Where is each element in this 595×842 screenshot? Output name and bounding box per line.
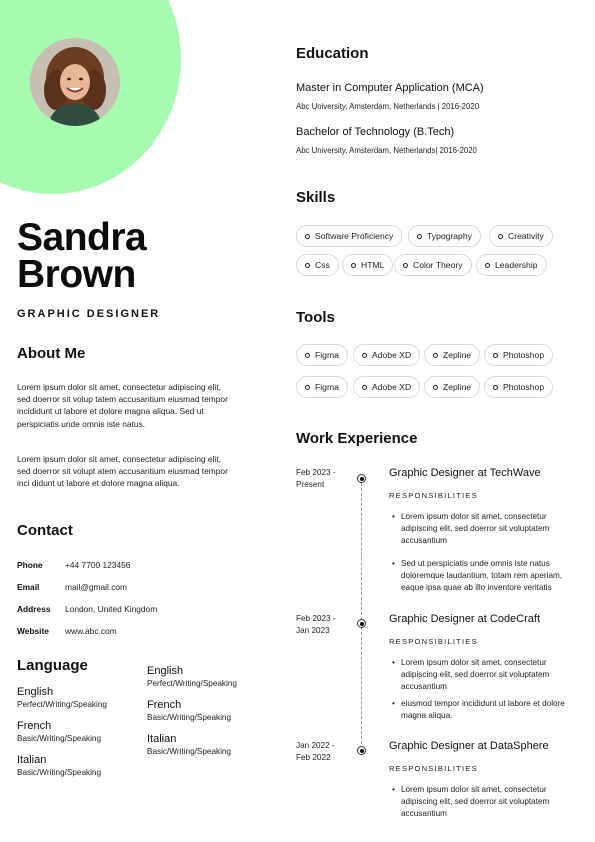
timeline-node-icon [357, 619, 366, 628]
language-item [147, 733, 277, 756]
language-name: English [147, 665, 184, 677]
responsibilities-label: RESPONSIBILITIES [389, 637, 478, 646]
tool-label: Zepline [443, 382, 472, 392]
tools-heading: Tools [296, 309, 335, 326]
contact-value: mail@gmail.com [65, 582, 128, 592]
bullet-dot-icon [485, 263, 490, 268]
job-date-start: Feb 2023 - [296, 614, 336, 623]
job-date-start: Jan 2022 - [296, 741, 335, 750]
tool-chip [424, 376, 480, 398]
job-bullet: • Sed ut perspiciatis unde omnis iste natus doloremque laudantium, totam rem aperiam, eaque ipsa quae ab illo inventore veritatis [392, 558, 582, 593]
bullet-dot-icon [403, 263, 408, 268]
bullet-dot-icon [417, 234, 422, 239]
tool-chip [353, 344, 420, 366]
job-title: Graphic Designer at CodeCraft [389, 613, 541, 625]
language-name: French [147, 699, 182, 711]
language-level: Basic/Writing/Speaking [17, 734, 102, 743]
contact-value: www.abc.com [65, 626, 117, 636]
language-name: Italian [17, 754, 47, 766]
skill-chip [394, 254, 472, 276]
experience-heading: Work Experience [296, 430, 418, 447]
tool-chip [296, 344, 348, 366]
bullet-dot-icon [493, 385, 498, 390]
bullet-dot-icon [433, 385, 438, 390]
responsibilities-label: RESPONSIBILITIES [389, 491, 478, 500]
bullet-dot-icon [362, 353, 367, 358]
tool-chip [353, 376, 420, 398]
tool-label: Photoshop [503, 382, 545, 392]
tool-chip [296, 376, 348, 398]
language-name: Italian [147, 733, 177, 745]
skill-chip [489, 225, 553, 247]
job-date-end: Feb 2022 [296, 753, 331, 762]
job-bullet: • Lorem ipsum dolor sit amet, consectetur adipiscing elit, sed doerror sit voluptatem accusantium [392, 657, 582, 692]
language-level: Basic/Writing/Speaking [147, 747, 232, 756]
education-degree: Master in Computer Application (MCA) [296, 82, 484, 94]
tool-chip [484, 344, 553, 366]
bullet-dot-icon [305, 353, 310, 358]
tool-label: Zepline [443, 350, 472, 360]
language-item [17, 686, 147, 709]
language-name: French [17, 720, 52, 732]
job-date [296, 740, 356, 764]
timeline-node-icon [357, 746, 366, 755]
language-item [147, 699, 277, 722]
timeline-line [361, 478, 362, 749]
about-paragraph: Lorem ipsum dolor sit amet, consectetur adipiscing elit, sed doerror sit volup tatem accusantium eiusmad tempor incididunt ut labore et dolore magna aliqua. Sed ut perspiciatis unde omnis iste natus. [17, 382, 228, 429]
tool-chip [484, 376, 553, 398]
language-level: Perfect/Writing/Speaking [17, 700, 107, 709]
skill-label: Software Proficiency [315, 231, 394, 241]
language-name: English [17, 686, 54, 698]
contact-value: +44 7700 123456 [65, 560, 131, 570]
skill-label: Css [315, 260, 330, 270]
job-date-end: Jan 2023 [296, 626, 330, 635]
contact-label: Address [17, 604, 51, 614]
tool-label: Figma [315, 350, 339, 360]
skill-chip [342, 254, 393, 276]
job-date [296, 613, 356, 637]
education-degree: Bachelor of Technology (B.Tech) [296, 126, 455, 138]
skill-chip [408, 225, 481, 247]
language-level: Basic/Writing/Speaking [17, 768, 102, 777]
bullet-dot-icon [493, 353, 498, 358]
bullet-dot-icon [305, 263, 310, 268]
skill-chip [296, 225, 402, 247]
contact-label: Website [17, 626, 49, 636]
contact-label: Email [17, 582, 40, 592]
portrait-illustration [30, 38, 120, 126]
tool-label: Figma [315, 382, 339, 392]
bullet-dot-icon [305, 234, 310, 239]
language-level: Perfect/Writing/Speaking [147, 679, 237, 688]
skill-label: Leadership [495, 260, 538, 270]
about-heading: About Me [17, 345, 86, 362]
bullet-dot-icon [433, 353, 438, 358]
last-name: Brown [17, 253, 136, 296]
contact-heading: Contact [17, 522, 73, 539]
education-heading: Education [296, 45, 369, 62]
job-bullet: • Lorem ipsum dolor sit amet, consectetur adipiscing elit, sed doerror sit voluptatem accusantium [392, 784, 582, 819]
job-role: GRAPHIC DESIGNER [17, 308, 161, 320]
tool-label: Adobe XD [372, 350, 412, 360]
tool-label: Adobe XD [372, 382, 412, 392]
education-school: Abc University, Amsterdam, Netherlands| 2016-2020 [296, 146, 477, 155]
skill-label: Color Theory [413, 260, 463, 270]
candidate-name [17, 216, 147, 296]
language-level: Basic/Writing/Speaking [147, 713, 232, 722]
job-title: Graphic Designer at DataSphere [389, 740, 549, 752]
education-school: Abc University, Amsterdam, Netherlands | 2016-2020 [296, 102, 480, 111]
contact-value: London, United Kingdom [65, 604, 158, 614]
tool-chip [424, 344, 480, 366]
skill-label: Typography [427, 231, 472, 241]
skill-chip [476, 254, 547, 276]
tool-label: Photoshop [503, 350, 545, 360]
language-item [17, 754, 147, 777]
bullet-dot-icon [362, 385, 367, 390]
profile-photo [30, 38, 120, 126]
job-date-start: Feb 2023 - [296, 468, 336, 477]
first-name: Sandra [17, 216, 147, 259]
job-title: Graphic Designer at TechWave [389, 467, 541, 479]
language-heading: Language [17, 657, 88, 674]
timeline-node-icon [357, 474, 366, 483]
language-item [147, 665, 277, 688]
job-date-end: Present [296, 480, 325, 489]
about-paragraph: Lorem ipsum dolor sit amet, consectetur adipiscing elit, sed doerror sit volupt atem accusantium eiusmad tempor inci didunt ut labore et dolore magna aliqua. [17, 454, 228, 489]
bullet-dot-icon [351, 263, 356, 268]
contact-label: Phone [17, 560, 43, 570]
job-date [296, 467, 356, 491]
language-item [17, 720, 147, 743]
skill-chip [296, 254, 339, 276]
job-bullet: • eiusmod tempor incididunt ut labore et dolore magna aliqua. [392, 698, 582, 722]
bullet-dot-icon [305, 385, 310, 390]
skill-label: HTML [361, 260, 385, 270]
responsibilities-label: RESPONSIBILITIES [389, 764, 478, 773]
skill-label: Creativity [508, 231, 544, 241]
bullet-dot-icon [498, 234, 503, 239]
job-bullet: • Lorem ipsum dolor sit amet, consectetur adipiscing elit, sed doerror sit voluptatem accusantium [392, 511, 582, 546]
skills-heading: Skills [296, 189, 336, 206]
